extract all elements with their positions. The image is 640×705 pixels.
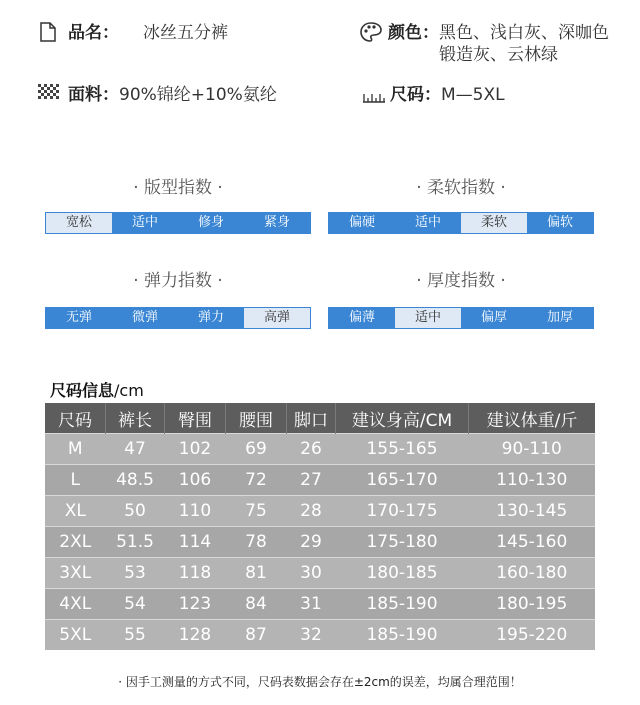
table-cell: 31	[287, 589, 336, 620]
table-cell: 110-130	[469, 465, 596, 496]
palette-icon	[360, 22, 382, 48]
size-table-unit: /cm	[114, 381, 144, 400]
table-cell: 81	[226, 558, 287, 589]
table-cell: 53	[106, 558, 165, 589]
product-name-row	[40, 22, 228, 48]
softness-index-option: 偏硬	[348, 215, 375, 230]
softness-index-title: · 柔软指数 ·	[416, 178, 506, 198]
fabric-value: 90%锦纶+10%氨纶	[119, 85, 277, 105]
table-cell: 29	[287, 527, 336, 558]
table-cell: 165-170	[336, 465, 469, 496]
table-cell: 118	[165, 558, 226, 589]
thickness-index-bar	[328, 307, 594, 329]
elasticity-index-option: 弹力	[197, 310, 224, 325]
color-value-line1: 黑色、浅白灰、深咖色	[439, 23, 609, 43]
table-cell: 180-195	[469, 589, 596, 620]
color-row	[360, 22, 609, 66]
table-cell: 170-175	[336, 496, 469, 527]
table-cell: XL	[45, 496, 106, 527]
table-cell: 185-190	[336, 620, 469, 651]
table-cell: 195-220	[469, 620, 596, 651]
product-name-label: 品名：	[68, 23, 119, 43]
table-cell: 145-160	[469, 527, 596, 558]
table-cell: 5XL	[45, 620, 106, 651]
size-table-header: 尺码	[45, 403, 106, 434]
thickness-index-option: 加厚	[546, 310, 573, 325]
table-cell: M	[45, 434, 106, 465]
table-cell: 84	[226, 589, 287, 620]
table-cell: 123	[165, 589, 226, 620]
table-cell: 87	[226, 620, 287, 651]
fabric-icon	[38, 84, 60, 108]
table-cell: 4XL	[45, 589, 106, 620]
size-table-header: 建议体重/斤	[469, 403, 596, 434]
table-row	[45, 558, 595, 589]
table-row	[45, 527, 595, 558]
table-cell: 51.5	[106, 527, 165, 558]
softness-index-bar	[328, 212, 594, 234]
size-table-header: 臀围	[165, 403, 226, 434]
elasticity-index-bar	[45, 307, 311, 329]
softness-index-option: 适中	[414, 215, 441, 230]
fit-index-option: 紧身	[263, 215, 290, 230]
table-cell: 90-110	[469, 434, 596, 465]
table-cell: 32	[287, 620, 336, 651]
table-cell: 28	[287, 496, 336, 527]
table-cell: 75	[226, 496, 287, 527]
softness-index-option: 柔软	[461, 213, 527, 233]
product-name-value: 冰丝五分裤	[143, 23, 228, 43]
table-cell: 175-180	[336, 527, 469, 558]
ruler-icon	[362, 88, 386, 110]
measurement-footnote: · 因手工测量的方式不同，尺码表数据会存在±2cm的误差，均属合理范围！	[118, 675, 522, 689]
color-label: 颜色：	[388, 23, 439, 43]
table-cell: 155-165	[336, 434, 469, 465]
table-cell: 48.5	[106, 465, 165, 496]
table-cell: 180-185	[336, 558, 469, 589]
table-cell: 26	[287, 434, 336, 465]
size-range-row	[362, 84, 505, 110]
thickness-index-option: 偏薄	[348, 310, 375, 325]
thickness-index-title: · 厚度指数 ·	[416, 271, 506, 291]
size-table-header-row	[45, 403, 595, 434]
table-cell: 78	[226, 527, 287, 558]
fit-index-bar	[45, 212, 311, 234]
size-table-header: 腰围	[226, 403, 287, 434]
table-row	[45, 496, 595, 527]
table-cell: 47	[106, 434, 165, 465]
table-cell: 3XL	[45, 558, 106, 589]
table-cell: 114	[165, 527, 226, 558]
table-row	[45, 465, 595, 496]
table-cell: 27	[287, 465, 336, 496]
size-range-label: 尺码：	[390, 85, 441, 105]
table-cell: 128	[165, 620, 226, 651]
softness-index-option: 偏软	[546, 215, 573, 230]
elasticity-index-option: 高弹	[244, 308, 310, 328]
thickness-index-option: 偏厚	[480, 310, 507, 325]
color-value-line2: 锻造灰、云林绿	[439, 45, 558, 65]
size-table-header: 裤长	[106, 403, 165, 434]
table-cell: 106	[165, 465, 226, 496]
size-table	[45, 403, 595, 650]
fabric-label: 面料：	[68, 85, 119, 105]
table-cell: 54	[106, 589, 165, 620]
elasticity-index-option: 微弹	[131, 310, 158, 325]
size-table-title	[50, 378, 144, 401]
elasticity-index-option: 无弹	[65, 310, 92, 325]
table-cell: 55	[106, 620, 165, 651]
elasticity-index-title: · 弹力指数 ·	[133, 271, 223, 291]
table-cell: 185-190	[336, 589, 469, 620]
table-row	[45, 434, 595, 465]
table-cell: L	[45, 465, 106, 496]
size-table-title-text: 尺码信息	[50, 381, 115, 400]
table-cell: 102	[165, 434, 226, 465]
table-row	[45, 620, 595, 651]
size-table-header: 脚口	[287, 403, 336, 434]
size-range-value: M—5XL	[441, 85, 505, 105]
table-cell: 69	[226, 434, 287, 465]
table-cell: 30	[287, 558, 336, 589]
table-cell: 50	[106, 496, 165, 527]
fit-index-option: 适中	[131, 215, 158, 230]
fabric-row	[38, 84, 277, 108]
document-icon	[40, 22, 56, 48]
table-cell: 160-180	[469, 558, 596, 589]
table-cell: 110	[165, 496, 226, 527]
size-table-header: 建议身高/CM	[336, 403, 469, 434]
table-cell: 72	[226, 465, 287, 496]
fit-index-option: 修身	[197, 215, 224, 230]
thickness-index-option: 适中	[395, 308, 461, 328]
table-cell: 130-145	[469, 496, 596, 527]
table-cell: 2XL	[45, 527, 106, 558]
fit-index-option: 宽松	[46, 213, 112, 233]
fit-index-title: · 版型指数 ·	[133, 178, 223, 198]
table-row	[45, 589, 595, 620]
